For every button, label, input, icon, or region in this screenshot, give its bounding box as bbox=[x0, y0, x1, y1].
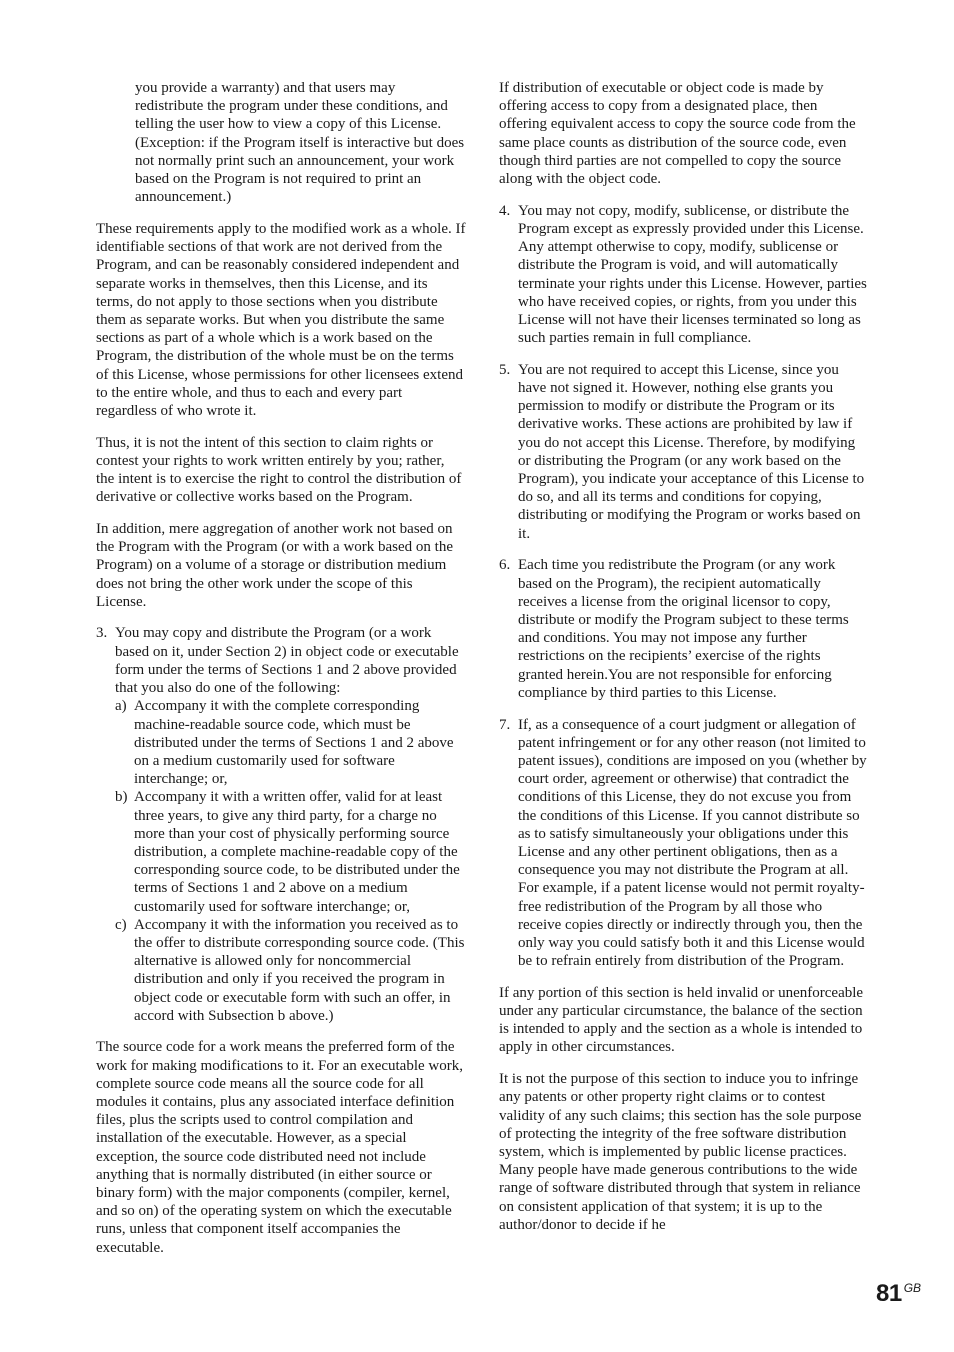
sub-letter: a) bbox=[115, 698, 127, 715]
list-item-text: You may not copy, modify, sublicense, or distribute the Program except as expressly provided under this License. Any attempt otherwise to copy, modify, sublicense or distribute the Program is void, and will automatically terminate your rights under this License. However, parties who have received copies, or rights, from you under this License will not have their licenses terminated so long as such parties remain in full compliance. bbox=[518, 202, 867, 347]
paragraph-invalid-portion: If any portion of this section is held invalid or unenforceable under any particular circumstance, the balance of the section is intended to apply and the section as a whole is intended to apply in other circumstances. bbox=[499, 984, 864, 1056]
list-number: 4. bbox=[499, 202, 511, 219]
list-item-7 bbox=[499, 716, 868, 971]
list-item-5 bbox=[499, 361, 868, 543]
list-item-3 bbox=[96, 624, 466, 1024]
sub-item-text: Accompany it with the complete corresponding machine-readable source code, which must be distributed under the terms of Sections 1 and 2 above on a medium customarily used for software interchange; or, bbox=[134, 698, 454, 788]
sub-item-b bbox=[115, 788, 466, 915]
list-item-4 bbox=[499, 202, 868, 348]
list-item-text: If, as a consequence of a court judgment or allegation of patent infringement or for any other reason (not limited to patent issues), conditions are imposed on you (whether by court order, agreement or otherwise) that contradict the conditions of this License, they do not excuse you from the conditions of this License. If you cannot distribute so as to satisfy simultaneously your obligations under this License and any other pertinent obligations, then as a consequence you may not distribute the Program at all. For example, if a patent license would not permit royalty-free redistribution of the Program by all those who receive copies directly or indirectly through you, then the only way you could satisfy both it and this License would be to refrain entirely from distribution of the Program. bbox=[518, 716, 867, 970]
sub-item-c bbox=[115, 916, 466, 1025]
list-item-text: You may copy and distribute the Program (or a work based on it, under Section 2) in object code or executable form under the terms of Sections 1 and 2 above provided that you also do one of the following: bbox=[115, 625, 459, 697]
list-number: 5. bbox=[499, 361, 511, 378]
left-column bbox=[96, 79, 466, 1270]
sub-item-a bbox=[115, 697, 466, 788]
paragraph-purpose: It is not the purpose of this section to induce you to infringe any patents or other property right claims or to contest validity of any such claims; this section has the sole purpose of protecting the integrity of the free software distribution system, which is implemented by public license practices. Many people have made generous contributions to the wide range of software distributed through that system in reliance on consistent application of that system; it is up to the author/donor to decide if he bbox=[499, 1071, 862, 1233]
sub-item-text: Accompany it with the information you received as to the offer to distribute corresponding source code. (This alternative is allowed only for noncommercial distribution and only if you received the program in object code or executable form with such an offer, in accord with Subsection b above.) bbox=[134, 916, 465, 1024]
list-number: 6. bbox=[499, 557, 511, 574]
sub-letter: c) bbox=[115, 916, 127, 933]
list-number: 7. bbox=[499, 716, 511, 733]
list-item-6 bbox=[499, 556, 868, 702]
page-footer bbox=[876, 1280, 921, 1308]
list-item-text: You are not required to accept this License, since you have not signed it. However, nothing else grants you permission to modify or distribute the Program or its derivative works. These actions are prohibited by law if you do not accept this License. Therefore, by modifying or distributing the Program (or any work based on the Program), you indicate your acceptance of this License to do so, and all its terms and conditions for copying, distributing or modifying the Program or works based on it. bbox=[518, 361, 865, 542]
paragraph-distribution: If distribution of executable or object code is made by offering access to copy from a designated place, then offering equivalent access to copy the source code from the same place counts as distribution of the source code, even though third parties are not compelled to copy the source along with the object code. bbox=[499, 80, 856, 188]
paragraph-aggregation: In addition, mere aggregation of another work not based on the Program with the Program (or with a work based on the Program) on a volume of a storage or distribution medium does not bring the other work under the scope of this License. bbox=[96, 520, 454, 610]
right-column bbox=[499, 79, 868, 1247]
sub-letter: b) bbox=[115, 789, 128, 806]
page-number: 81 bbox=[876, 1280, 902, 1307]
list-number: 3. bbox=[96, 625, 108, 642]
sub-item-text: Accompany it with a written offer, valid for at least three years, to give any third party, for a charge no more than your cost of physically performing source distribution, a complete machine-readable copy of the corresponding source code, to be distributed under the terms of Sections 1 and 2 above on a medium customarily used for software interchange; or, bbox=[134, 789, 460, 915]
paragraph-source-code: The source code for a work means the preferred form of the work for making modifications to it. For an executable work, complete source code means all the source code for all modules it contains, plus any associated interface definition files, plus the scripts used to control compilation and installation of the executable. However, as a special exception, the source code distributed need not include anything that is normally distributed (in either source or binary form) with the major components (compiler, kernel, and so on) of the operating system on which the executable runs, unless that component itself accompanies the executable. bbox=[96, 1039, 463, 1256]
paragraph-requirements: These requirements apply to the modified work as a whole. If identifiable sections of that work are not derived from the Program, and can be reasonably considered independent and separate works in themselves, then this License, and its terms, do not apply to those sections when you distribute them as separate works. But when you distribute the same sections as part of a whole which is a work based on the Program, the distribution of the whole must be on the terms of this License, whose permissions for other licensees extend to the entire whole, and thus to each and every part regardless of who wrote it. bbox=[96, 220, 466, 419]
list-item-text: Each time you redistribute the Program (or any work based on the Program), the recipient automatically receives a license from the original licensor to copy, distribute or modify the Program subject to these terms and conditions. You may not impose any further restrictions on the recipients’ exercise of the rights granted herein.You are not responsible for enforcing compliance by third parties to this License. bbox=[518, 557, 849, 701]
region-suffix: GB bbox=[903, 1281, 922, 1295]
paragraph-intent: Thus, it is not the intent of this section to claim rights or contest your rights to work written entirely by you; rather, the intent is to exercise the right to control the distribution of derivative or collective works based on the Program. bbox=[96, 434, 462, 506]
carry-over-paragraph: you provide a warranty) and that users may redistribute the program under these conditions, and telling the user how to view a copy of this License. (Exception: if the Program itself is interactive but does not normally print such an announcement, your work based on the Program is not required to print an announcement.) bbox=[135, 80, 465, 206]
